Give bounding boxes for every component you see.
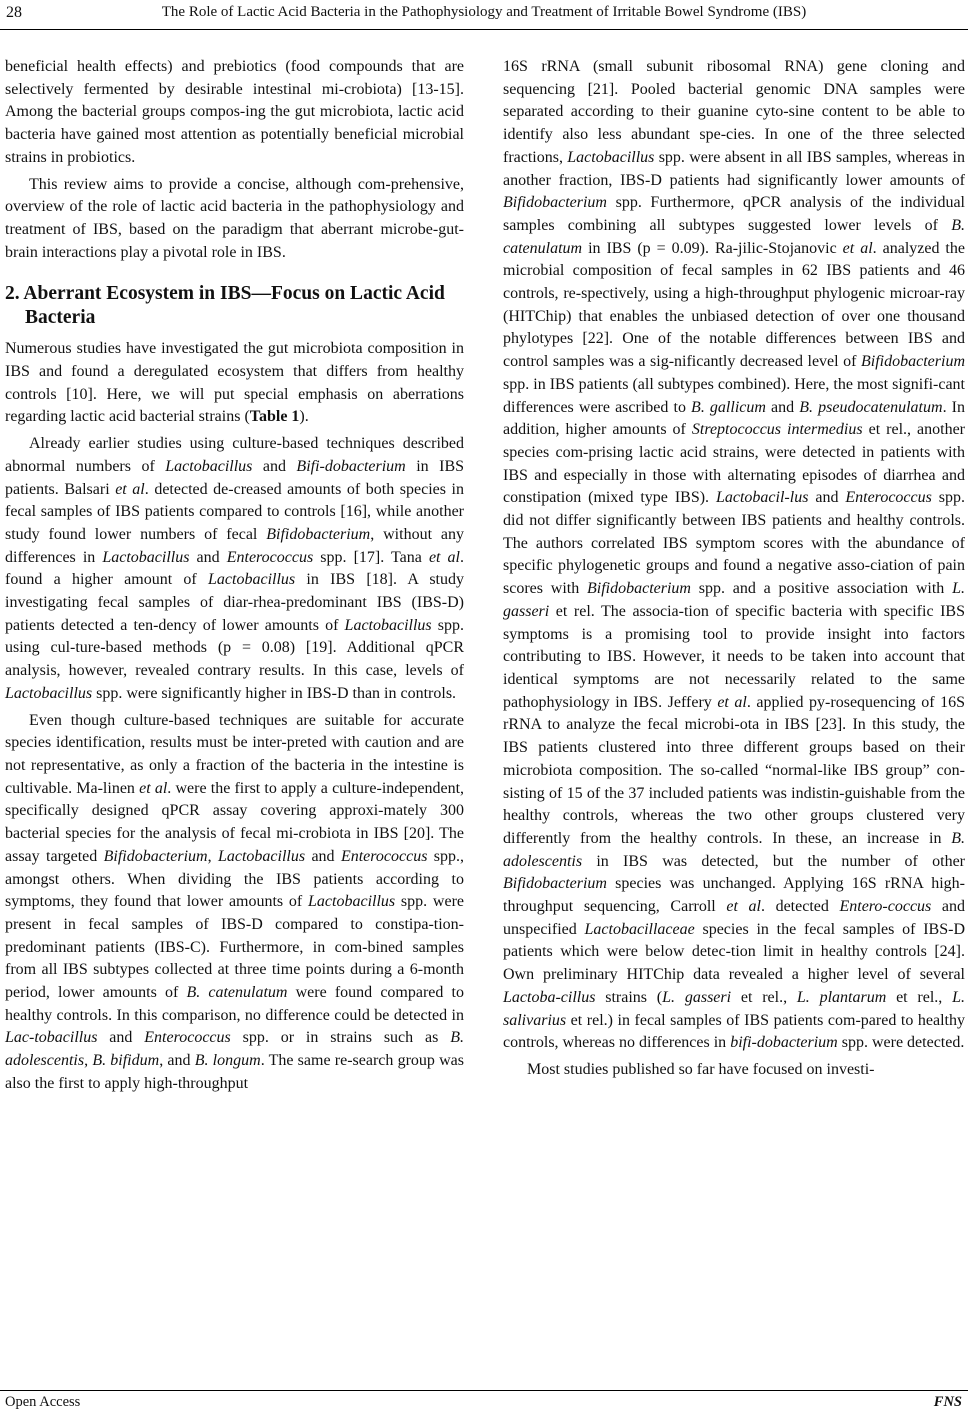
italic-text: Lac-tobacillus	[5, 1029, 98, 1047]
text-run: spp. and a positive association with	[690, 580, 953, 598]
italic-text: bifi-dobacterium	[730, 1034, 838, 1052]
paragraph	[5, 710, 464, 1096]
text-run: spp. did not differ significantly between IBS patients and healthy controls. The authors correlated IBS symptom scores with the abundance of specific phylogenetic groups and found a negative asso-ciation of pain scores with	[503, 489, 965, 598]
text-run: and	[189, 548, 227, 566]
text-run: spp. were absent in all IBS samples, whereas in another fraction, IBS-D patients had significantly lower amounts of	[503, 148, 965, 189]
text-run: . applied py-rosequencing of 16S rRNA to analyze the fecal microbi-ota in IBS [23]. In this study, the IBS patients clustered into three different groups based on their microbiota composition. The so-called “normal-like IBS group” con-sisting of 15 of the 37 included patients was indistin-guishable from the healthy controls, whereas the two other groups clustered very differently from the healthy controls. In these, an increase in	[503, 693, 966, 847]
italic-text: Enterococcus	[340, 847, 428, 865]
text-run: . were the first to apply a culture-independent, specifically designed qPCR assay covering approxi-mately 300 bacterial species for the analysis of fecal mi-crobiota in IBS [20]. The assay targeted	[5, 779, 465, 865]
italic-text: Bifidobacterium	[266, 525, 371, 543]
italic-text: B. longum	[194, 1052, 261, 1070]
italic-text: Enterococcus	[845, 489, 932, 507]
text-run: and	[97, 1029, 145, 1047]
italic-text: et al	[139, 779, 168, 797]
text-run: and	[765, 398, 800, 416]
italic-text: Lactobacillus	[102, 548, 190, 566]
italic-text: Lactobacillus	[208, 571, 296, 589]
bold-text: Table 1	[249, 408, 300, 426]
text-run: Most studies published so far have focused on investi-	[527, 1060, 875, 1078]
section-heading: 2. Aberrant Ecosystem in IBS—Focus on Lactic Acid Bacteria	[5, 283, 445, 329]
text-run: . analyzed the microbial composition of fecal samples in 62 IBS patients and 46 controls, re-spectively, using a high-throughput phylogenic microar-ray (HITChip) that enables the unbiased detection of over one thousand phylotypes [22]. One of the notable differences between IBS and control samples was a sig-nificantly decreased level of	[503, 239, 965, 371]
italic-text: et al	[428, 548, 460, 566]
text-run: and	[305, 847, 341, 865]
italic-text: et al	[115, 480, 145, 498]
text-run: spp. using cul-ture-based methods (p = 0.08) [19]. Additional qPCR analysis, however, revealed contrary results. In this case, levels of	[5, 616, 465, 680]
text-run: ).	[299, 408, 309, 426]
running-title: The Role of Lactic Acid Bacteria in the Pathophysiology and Treatment of Irritable Bowel Syndrome (IBS)	[161, 4, 807, 20]
paragraph	[5, 174, 464, 265]
text-run: species was unchanged. Applying 16S rRNA high-throughput sequencing, Carroll	[503, 875, 965, 916]
paragraph	[5, 338, 464, 429]
text-run: et rel.,	[886, 988, 953, 1006]
italic-text: et al	[726, 898, 761, 916]
italic-text: Bifidobacterium	[503, 194, 607, 212]
footer-access-label: Open Access	[5, 1394, 81, 1410]
paragraph	[5, 433, 464, 705]
italic-text: Streptococcus intermedius	[691, 421, 863, 439]
text-run: spp. were significantly higher in IBS-D than in controls.	[92, 684, 457, 702]
paragraph	[5, 56, 464, 170]
text-run: ,	[207, 847, 218, 865]
italic-text: Lactobacillus	[217, 847, 306, 865]
text-run: . detected de-creased amounts of both species in fecal samples of IBS patients compared to controls [16], while another study found lower numbers of fecal	[5, 480, 464, 543]
text-run: spp. or in strains such as	[230, 1029, 451, 1047]
text-run: spp. Furthermore, qPCR analysis of the individual samples combining all subtypes suggested lower levels of	[503, 194, 965, 234]
italic-text: B. pseudocatenulatum	[799, 398, 943, 416]
text-run: et rel.,	[731, 988, 797, 1006]
italic-text: Bifi-dobacterium	[296, 457, 406, 475]
text-run: and	[252, 457, 297, 475]
paragraph	[503, 1059, 965, 1082]
italic-text: et al	[842, 239, 873, 257]
italic-text: Lactobacillus	[5, 684, 93, 702]
italic-text: Entero-coccus	[839, 898, 932, 916]
italic-text: L. gasseri	[662, 988, 732, 1006]
text-run: spp. [17]. Tana	[313, 548, 429, 566]
text-run: spp. in IBS patients (all subtypes combined). Here, the most signifi-cant differences were ascribed to	[503, 375, 965, 416]
italic-text: Lactobacillus	[344, 616, 432, 634]
italic-text: L. plantarum	[796, 988, 887, 1006]
italic-text: B. bifidum	[92, 1052, 160, 1070]
footer-divider	[0, 1390, 968, 1391]
text-run: spp. were present in fecal samples of IBS-D compared to constipa-tion-predominant patients (IBS-C). Furthermore, in com-bined samples from all IBS subtypes collected at three time points during a 6-month period, lower amounts of	[5, 893, 464, 1002]
text-run: and unspecified	[503, 898, 965, 938]
text-run: species in the fecal samples of IBS-D patients which were below detec-tion limit in healthy controls [24]. Own preliminary HITChip data revealed a higher level of several	[503, 920, 965, 984]
text-run: et rel.) in fecal samples of IBS patients com-pared to healthy controls, whereas no differences in	[503, 1011, 965, 1052]
italic-text: Lactobacillus	[165, 457, 253, 475]
italic-text: L. salivarius	[503, 988, 966, 1029]
paragraph	[503, 56, 965, 1055]
page-number: 28	[6, 4, 22, 21]
text-run: in IBS was detected, but the number of other	[582, 852, 965, 870]
text-run: et rel., another species com-prising lactic acid strains, were detected in patients with IBS and especially in those with alternating episodes of diarrhea and constipation (mixed type IBS).	[503, 421, 966, 507]
italic-text: B. catenulatum	[186, 984, 288, 1002]
text-run: Already earlier studies using culture-based techniques described abnormal numbers of	[5, 435, 464, 475]
italic-text: B. catenulatum	[503, 216, 965, 257]
italic-text: Lactoba-cillus	[503, 988, 596, 1006]
text-run: et rel. The associa-tion of specific bacteria with specific IBS symptoms is a promising tool to provide insight into factors contributing to IBS. However, it needs to be taken into account that identical symptoms are not necessarily related to the same pathophysiology in IBS. Jeffery	[503, 602, 965, 711]
text-run: . found a higher amount of	[5, 548, 464, 589]
text-run: in IBS [18]. A study investigating fecal samples of diar-rhea-predominant IBS (IBS-D) patients detected a ten-dency of lower amounts of	[5, 571, 465, 634]
italic-text: B. adolescentis	[5, 1029, 464, 1070]
text-run: , without any differences in	[5, 525, 464, 566]
text-run: and	[808, 489, 846, 507]
header-divider	[0, 29, 968, 30]
text-run: strains (	[595, 988, 663, 1006]
text-run: , and	[159, 1052, 195, 1070]
text-run: Numerous studies have investigated the gut microbiota composition in IBS and found a deregulated ecosystem that differs from healthy controls [10]. Here, we will put special emphasis on aberrations regarding lactic acid bacterial strains (	[5, 340, 464, 426]
right-column	[503, 56, 965, 1082]
footer-journal-label: FNS	[933, 1394, 962, 1410]
text-run: This review aims to provide a concise, although com-prehensive, overview of the role of lactic acid bacteria in the pathophysiology and treatment of IBS, based on the paradigm that aberrant microbe-gut-brain interactions play a pivotal role in IBS.	[5, 175, 464, 261]
italic-text: Enterococcus	[144, 1029, 231, 1047]
italic-text: Bifidobacterium	[103, 847, 208, 865]
left-column	[5, 56, 464, 1096]
text-run: beneficial health effects) and prebiotics (food compounds that are selectively fermented by desirable intestinal mi-crobiota) [13-15]. Among the bacterial groups compos-ing the gut microbiota, lactic acid bacteria have gained most attention as potentially beneficial microbial strains in probiotics.	[5, 58, 464, 166]
text-run: . detected	[760, 898, 840, 916]
text-run: . The same re-search group was also the first to apply high-throughput	[5, 1052, 465, 1092]
italic-text: B. adolescentis	[503, 829, 965, 870]
italic-text: Lactobacillaceae	[584, 920, 695, 938]
italic-text: Lactobacillus	[567, 148, 655, 166]
text-run: ,	[84, 1052, 93, 1070]
text-run: in IBS (p = 0.09). Ra-jilic-Stojanovic	[582, 239, 843, 257]
italic-text: Bifidobacterium	[503, 875, 607, 893]
text-run: Even though culture-based techniques are suitable for accurate species identification, results must be inter-preted with caution and are not representative, as only a fraction of the bacteria in the intestine is cultivable. Ma-linen	[5, 711, 464, 797]
italic-text: et al	[717, 693, 747, 711]
italic-text: Lactobacillus	[308, 893, 396, 911]
text-run: spp. were detected.	[837, 1034, 965, 1052]
italic-text: Enterococcus	[226, 548, 314, 566]
italic-text: Bifidobacterium	[587, 580, 691, 598]
italic-text: Bifidobacterium	[861, 353, 965, 371]
text-run: spp., amongst others. When dividing the IBS patients according to symptoms, they found that lower amounts of	[5, 847, 465, 911]
italic-text: B. gallicum	[691, 398, 766, 416]
text-run: in IBS patients. Balsari	[5, 457, 465, 498]
italic-text: Lactobacil-lus	[715, 489, 809, 507]
text-run: were found compared to healthy controls. In this comparison, no difference could be detected in	[5, 984, 464, 1024]
text-run: 16S rRNA (small subunit ribosomal RNA) gene cloning and sequencing [21]. Pooled bacterial genomic DNA samples were separated according to their guanine cyto-sine content to be able to identify also less abundant spe-cies. In one of the three selected fractions,	[503, 58, 965, 166]
italic-text: L. gasseri	[503, 580, 965, 620]
text-run: . In addition, higher amounts of	[503, 398, 965, 439]
